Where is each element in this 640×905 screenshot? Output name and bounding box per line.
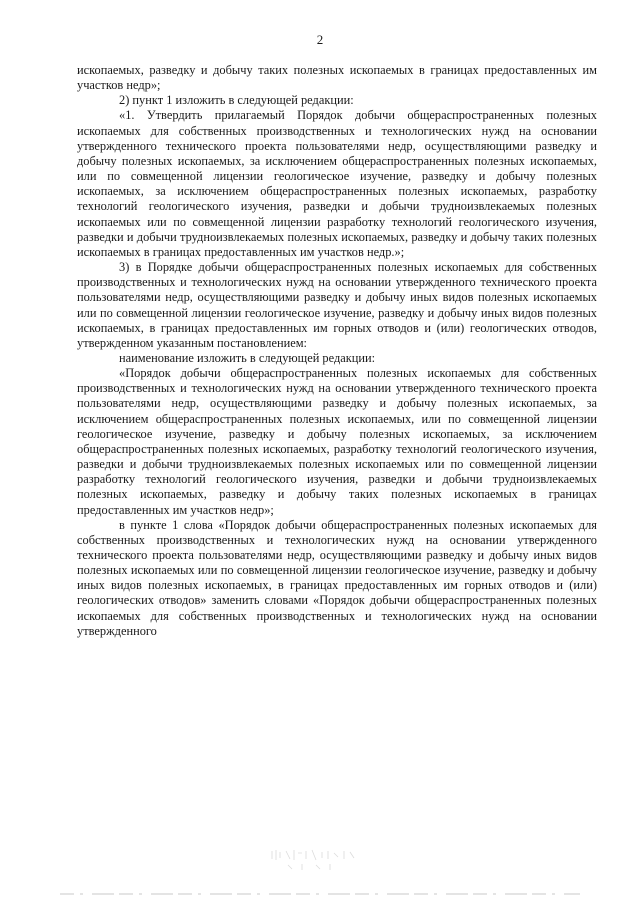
page-number: 2 — [316, 32, 324, 47]
document-body — [77, 63, 597, 639]
paragraph-title-instruction: наименование изложить в следующей редакции: — [119, 350, 376, 365]
paragraph-item-3: 3) в Порядке добычи общераспространенных полезных ископаемых для собственных производственных и технологических нужд на основании утвержденного технического проекта пользователями недр, осуществляющими разведку и добычу иных видов полезных ископаемых или по совмещенной лицензии геологическое изучение, разведку и добычу иных видов полезных ископаемых, в границах предоставленных им горных отводов и (или) геологических отводов, утвержденном указанным постановлением: — [77, 260, 597, 350]
paragraph-continuation: ископаемых, разведку и добычу таких полезных ископаемых в границах предоставленных им участков недр»; — [77, 63, 597, 93]
faint-stamp-mark — [268, 845, 358, 873]
paragraph-quoted-point-1: «1. Утвердить прилагаемый Порядок добычи общераспространенных полезных ископаемых для собственных производственных и технологических нужд на основании утвержденного технического проекта пользователями недр, осуществляющими разведку и добычу полезных ископаемых, за исключением общераспространенных полезных ископаемых, или по совмещенной лицензии геологическое изучение, разведку и добычу полезных ископаемых, за исключением общераспространенных полезных ископаемых, разработку технологий геологического изучения, разведки и добычи трудноизвлекаемых полезных ископаемых или по совмещенной лицензии разработку технологий геологического изучения, разведки и добычи трудноизвлекаемых полезных ископаемых, разведку и добычу таких полезных ископаемых в границах предоставленных им участков недр.»; — [77, 108, 597, 259]
paragraph-quoted-title: «Порядок добычи общераспространенных полезных ископаемых для собственных производственных и технологических нужд на основании утвержденного технического проекта пользователями недр, осуществляющими разведку и добычу полезных ископаемых, за исключением общераспространенных полезных ископаемых, или по совмещенной лицензии геологическое изучение, разведку и добычу полезных ископаемых, за исключением общераспространенных полезных ископаемых, разработку технологий геологического изучения, разведки и добычи трудноизвлекаемых полезных ископаемых или по совмещенной лицензии разработку технологий геологического изучения, разведки и добычи трудноизвлекаемых полезных ископаемых, разведку и добычу таких полезных ископаемых в границах предоставленных им участков недр»; — [77, 366, 597, 517]
scan-edge-artifact — [60, 893, 580, 895]
paragraph-point-1-replacement: в пункте 1 слова «Порядок добычи общераспространенных полезных ископаемых для собственных производственных и технологических нужд на основании утвержденного технического проекта пользователями недр, осуществляющими разведку и добычу иных видов полезных ископаемых или по совмещенной лицензии геологическое изучение, разведку и добычу иных видов полезных ископаемых, в границах предоставленных им горных отводов и (или) геологических отводов» заменить словами «Порядок добычи общераспространенных полезных ископаемых для собственных производственных и технологических нужд на основании утвержденного — [77, 517, 597, 638]
paragraph-item-2: 2) пункт 1 изложить в следующей редакции: — [119, 93, 354, 108]
